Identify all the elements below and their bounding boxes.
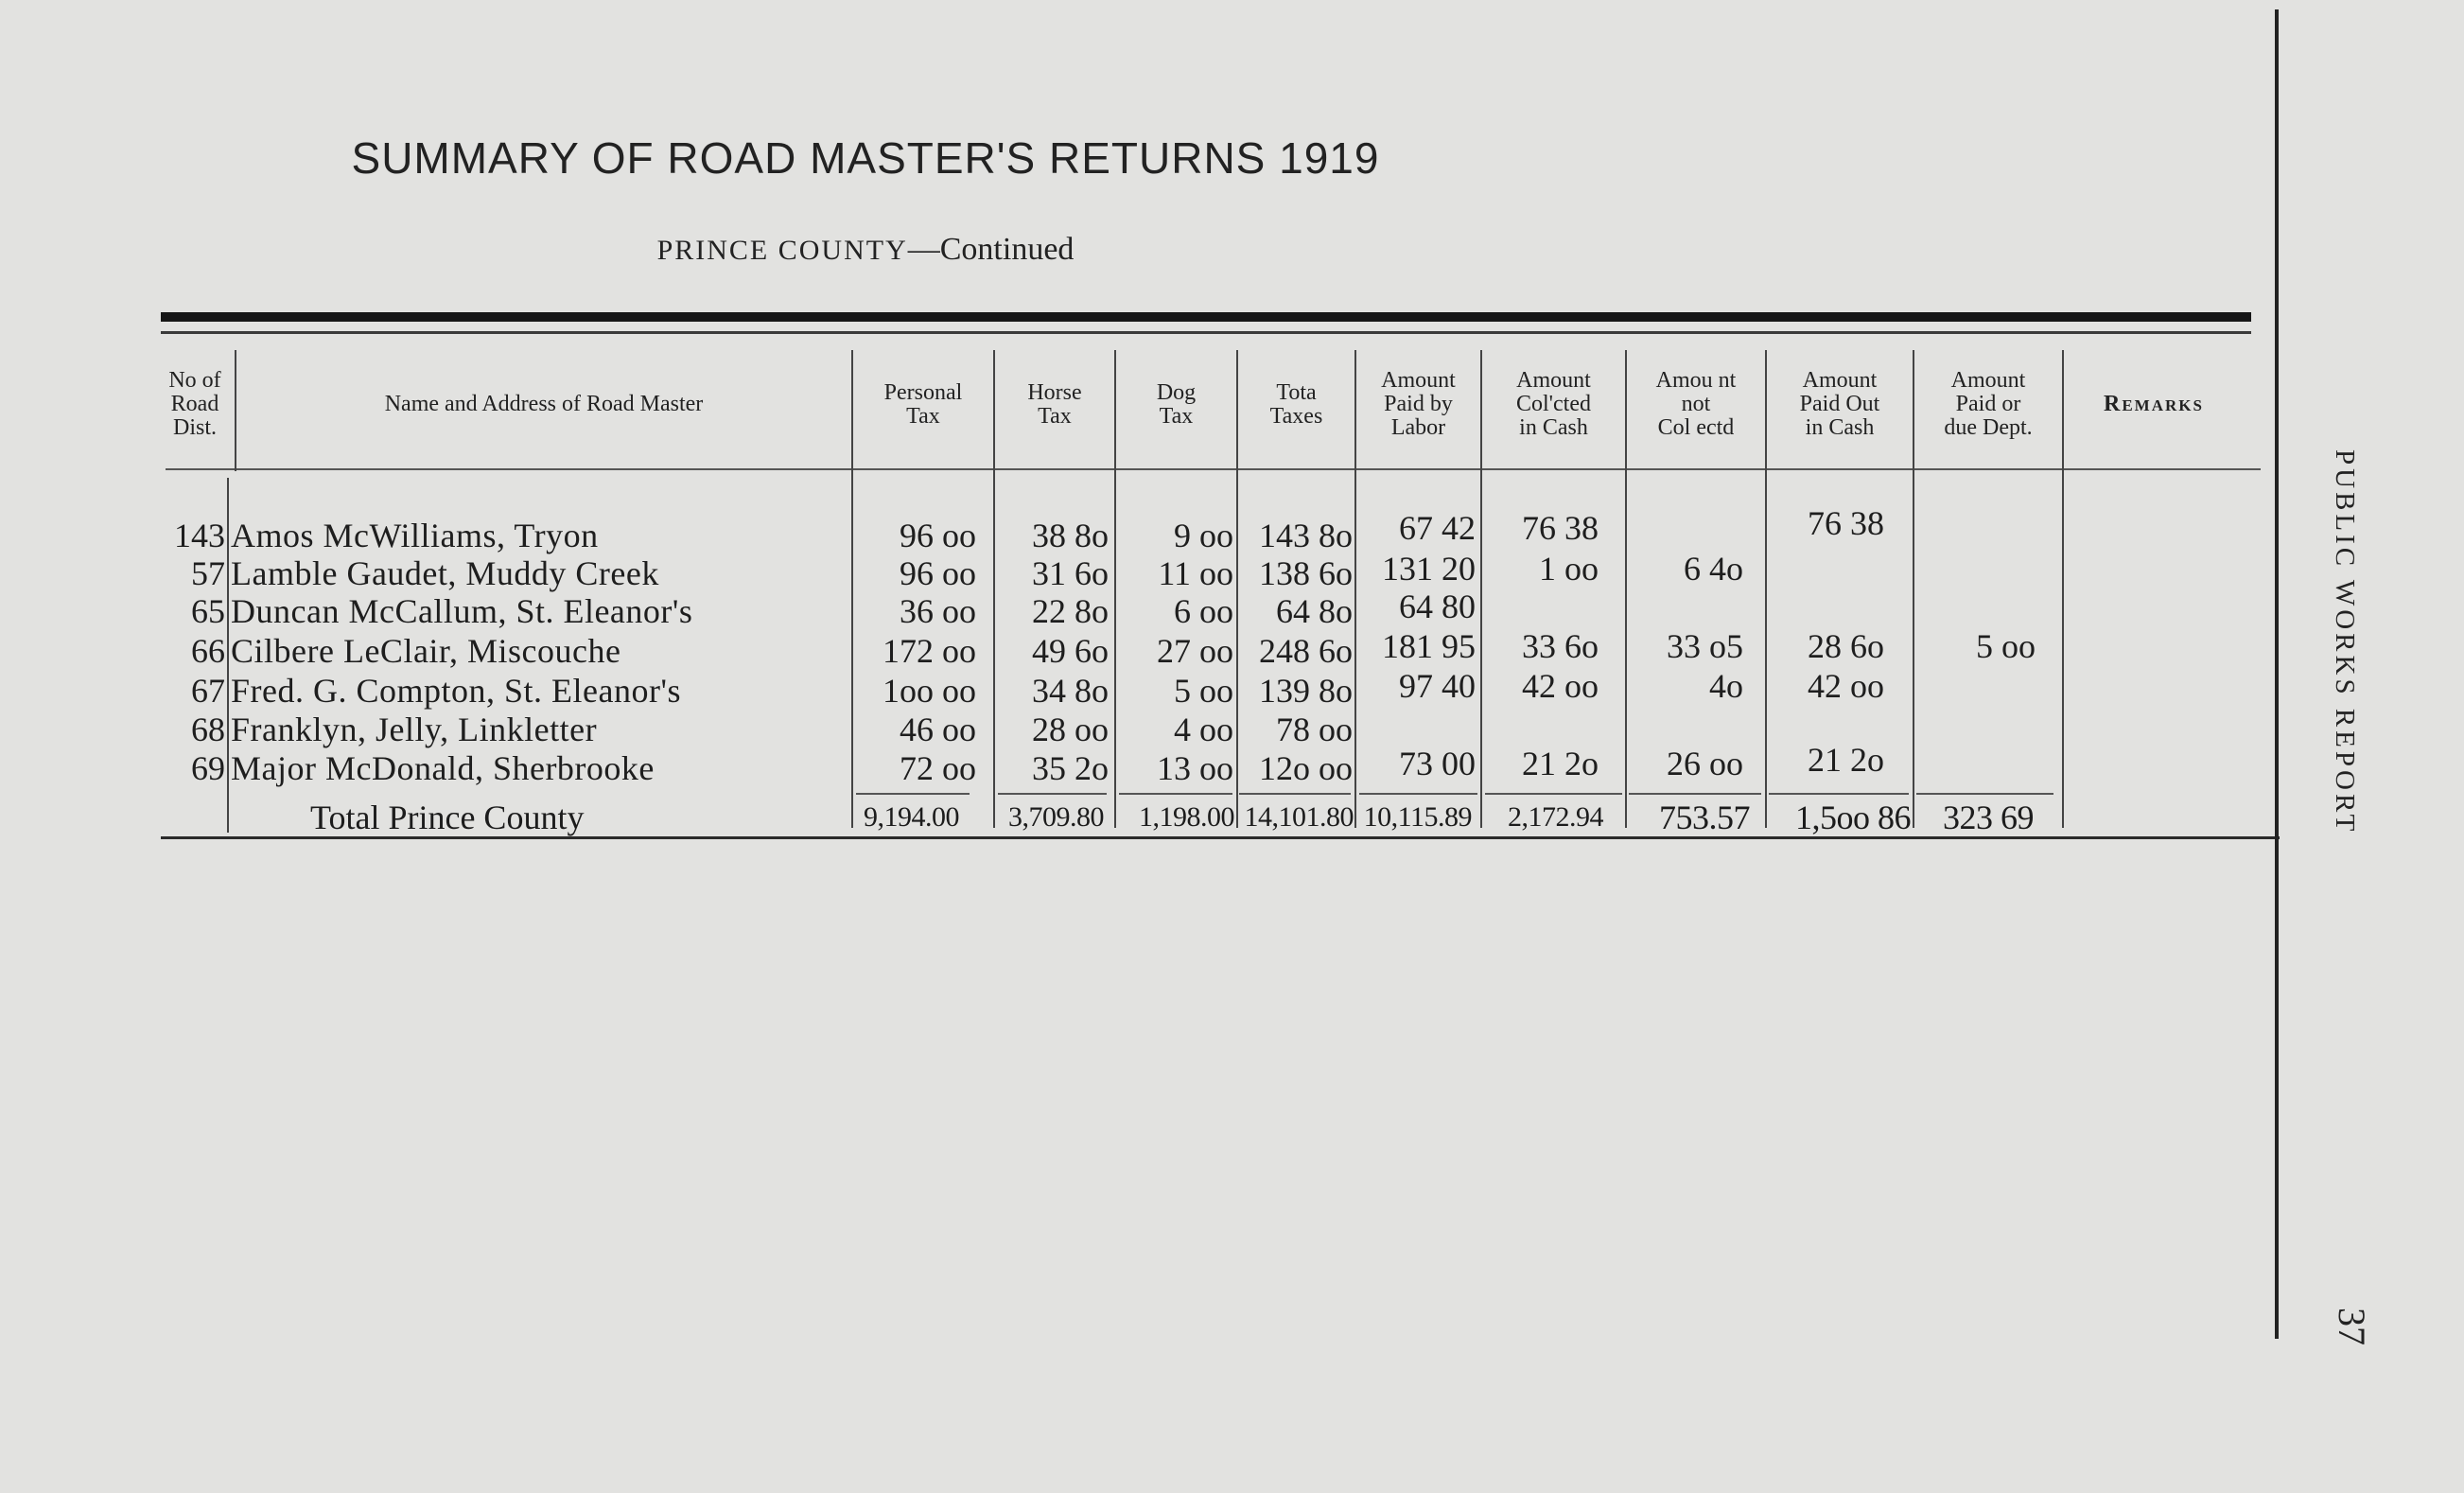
paid-by-labor: 67 42 [1399, 509, 1476, 547]
total-paid-by-labor: 10,115.89 [1363, 801, 1472, 833]
collected-in-cash: 33 6o [1522, 627, 1599, 665]
personal-tax: 96 oo [900, 517, 976, 554]
collected-in-cash [1480, 587, 1599, 626]
collected-in-cash [1480, 705, 1599, 745]
personal-tax: 96 oo [900, 554, 976, 592]
road-master-name: Fred. G. Compton, St. Eleanor's [231, 672, 681, 710]
header-personal-tax: Personal Tax [883, 379, 963, 429]
road-dist-number: 69 [191, 749, 225, 787]
sum-rule [1119, 793, 1232, 795]
personal-tax: 46 oo [900, 711, 976, 748]
not-collected: 26 oo [1667, 745, 1743, 782]
sum-rule [998, 793, 1107, 795]
road-dist-number: 143 [174, 517, 225, 554]
dog-tax: 6 oo [1174, 592, 1233, 630]
road-master-name: Franklyn, Jelly, Linkletter [231, 711, 598, 748]
dog-tax: 9 oo [1174, 517, 1233, 554]
dog-tax: 4 oo [1174, 711, 1233, 748]
paid-out-in-cash: 28 6o [1808, 627, 1884, 665]
horse-tax: 38 8o [1032, 517, 1109, 554]
header-total-taxes: Tota Taxes [1269, 379, 1323, 429]
collected-in-cash: 21 2o [1522, 745, 1599, 782]
paid-or-due-dept [1913, 587, 2036, 626]
not-collected: 6 4o [1684, 550, 1743, 588]
paid-or-due-dept [1913, 744, 2036, 783]
total-collected-in-cash: 2,172.94 [1508, 801, 1603, 833]
header-dog-tax: Dog Tax [1156, 379, 1197, 429]
not-collected [1625, 587, 1743, 626]
total-taxes: 138 6o [1259, 554, 1353, 592]
paid-by-labor: 181 95 [1382, 627, 1476, 665]
road-dist-number: 65 [191, 592, 225, 630]
sum-rule [1485, 793, 1622, 795]
margin-vertical-rule [2275, 9, 2279, 1339]
personal-tax: 36 oo [900, 592, 976, 630]
not-collected: 33 o5 [1667, 627, 1743, 665]
sum-rule [1629, 793, 1761, 795]
road-master-name: Amos McWilliams, Tryon [231, 517, 599, 554]
collected-in-cash: 42 oo [1522, 667, 1599, 705]
road-master-name: Cilbere LeClair, Miscouche [231, 632, 621, 670]
total-personal-tax: 9,194.00 [864, 801, 959, 833]
paid-out-in-cash: 76 38 [1808, 504, 1884, 542]
paid-out-in-cash: 42 oo [1808, 667, 1884, 705]
sum-rule [1769, 793, 1909, 795]
header-not-collected: Amou nt not Col ectd [1655, 368, 1737, 440]
header-paid-by-labor: Amount Paid by Labor [1381, 368, 1456, 440]
paid-or-due-dept [1913, 666, 2036, 706]
page-number: 37 [2331, 1308, 2373, 1345]
not-collected: 4o [1709, 667, 1743, 705]
total-horse-tax: 3,709.80 [1008, 801, 1104, 833]
total-taxes: 12o oo [1259, 749, 1353, 787]
total-taxes: 78 oo [1276, 711, 1353, 748]
road-master-name: Lamble Gaudet, Muddy Creek [231, 554, 659, 592]
personal-tax: 172 oo [882, 632, 976, 670]
horse-tax: 28 oo [1032, 711, 1109, 748]
dog-tax: 11 oo [1158, 554, 1233, 592]
sum-rule [1239, 793, 1351, 795]
dog-tax: 13 oo [1157, 749, 1233, 787]
paid-or-due-dept [1913, 508, 2036, 548]
not-collected [1625, 705, 1743, 745]
total-paid-out-in-cash: 1,5oo 86 [1795, 799, 1911, 836]
total-dog-tax: 1,198.00 [1139, 801, 1234, 833]
sum-rule [1916, 793, 2053, 795]
collected-in-cash: 76 38 [1522, 509, 1599, 547]
paid-out-in-cash [1765, 549, 1884, 588]
header-collected-in-cash: Amount Col'cted in Cash [1516, 368, 1591, 440]
paid-by-labor [1354, 705, 1476, 745]
horse-tax: 49 6o [1032, 632, 1109, 670]
total-total-taxes: 14,101.80 [1244, 801, 1354, 833]
top-thick-rule [161, 312, 2251, 322]
road-dist-number: 57 [191, 554, 225, 592]
column-divider [227, 478, 229, 833]
total-taxes: 64 8o [1276, 592, 1353, 630]
collected-in-cash: 1 oo [1539, 550, 1599, 588]
paid-or-due-dept: 5 oo [1976, 627, 2036, 665]
road-master-name: Major McDonald, Sherbrooke [231, 749, 655, 787]
page-title: SUMMARY OF ROAD MASTER'S RETURNS 1919 [351, 133, 1380, 183]
personal-tax: 1oo oo [882, 672, 976, 710]
road-master-name: Duncan McCallum, St. Eleanor's [231, 592, 693, 630]
header-bottom-rule [166, 468, 2261, 470]
paid-by-labor: 97 40 [1399, 667, 1476, 705]
not-collected [1625, 508, 1743, 548]
paid-by-labor: 73 00 [1399, 745, 1476, 782]
page-subtitle [0, 232, 1731, 268]
top-thin-rule [161, 331, 2251, 334]
subtitle-suffix: —Continued [907, 232, 1075, 267]
dog-tax: 27 oo [1157, 632, 1233, 670]
road-dist-number: 68 [191, 711, 225, 748]
running-head: PUBLIC WORKS REPORT [2330, 449, 2360, 835]
paid-or-due-dept [1913, 549, 2036, 588]
paid-out-in-cash [1765, 705, 1884, 745]
total-paid-or-due-dept: 323 69 [1943, 799, 2034, 836]
totals-label: Total Prince County [310, 799, 585, 836]
horse-tax: 22 8o [1032, 592, 1109, 630]
header-remarks: Remarks [2104, 392, 2204, 416]
paid-by-labor: 131 20 [1382, 550, 1476, 588]
header-paid-out-in-cash: Amount Paid Out in Cash [1799, 368, 1880, 440]
sum-rule [1359, 793, 1477, 795]
paid-out-in-cash [1765, 587, 1884, 626]
header-paid-or-due-dept: Amount Paid or due Dept. [1944, 368, 2033, 440]
header-dist: No of Road Dist. [168, 368, 221, 440]
horse-tax: 34 8o [1032, 672, 1109, 710]
paid-out-in-cash: 21 2o [1808, 741, 1884, 779]
total-taxes: 143 8o [1259, 517, 1353, 554]
paid-by-labor: 64 80 [1399, 588, 1476, 625]
personal-tax: 72 oo [900, 749, 976, 787]
paid-or-due-dept [1913, 705, 2036, 745]
subtitle-county: PRINCE COUNTY [656, 235, 908, 266]
horse-tax: 31 6o [1032, 554, 1109, 592]
sum-rule [856, 793, 970, 795]
header-name: Name and Address of Road Master [384, 392, 704, 416]
road-dist-number: 67 [191, 672, 225, 710]
total-taxes: 248 6o [1259, 632, 1353, 670]
road-dist-number: 66 [191, 632, 225, 670]
header-horse-tax: Horse Tax [1027, 379, 1082, 429]
dog-tax: 5 oo [1174, 672, 1233, 710]
horse-tax: 35 2o [1032, 749, 1109, 787]
total-not-collected: 753.57 [1659, 799, 1750, 836]
total-taxes: 139 8o [1259, 672, 1353, 710]
